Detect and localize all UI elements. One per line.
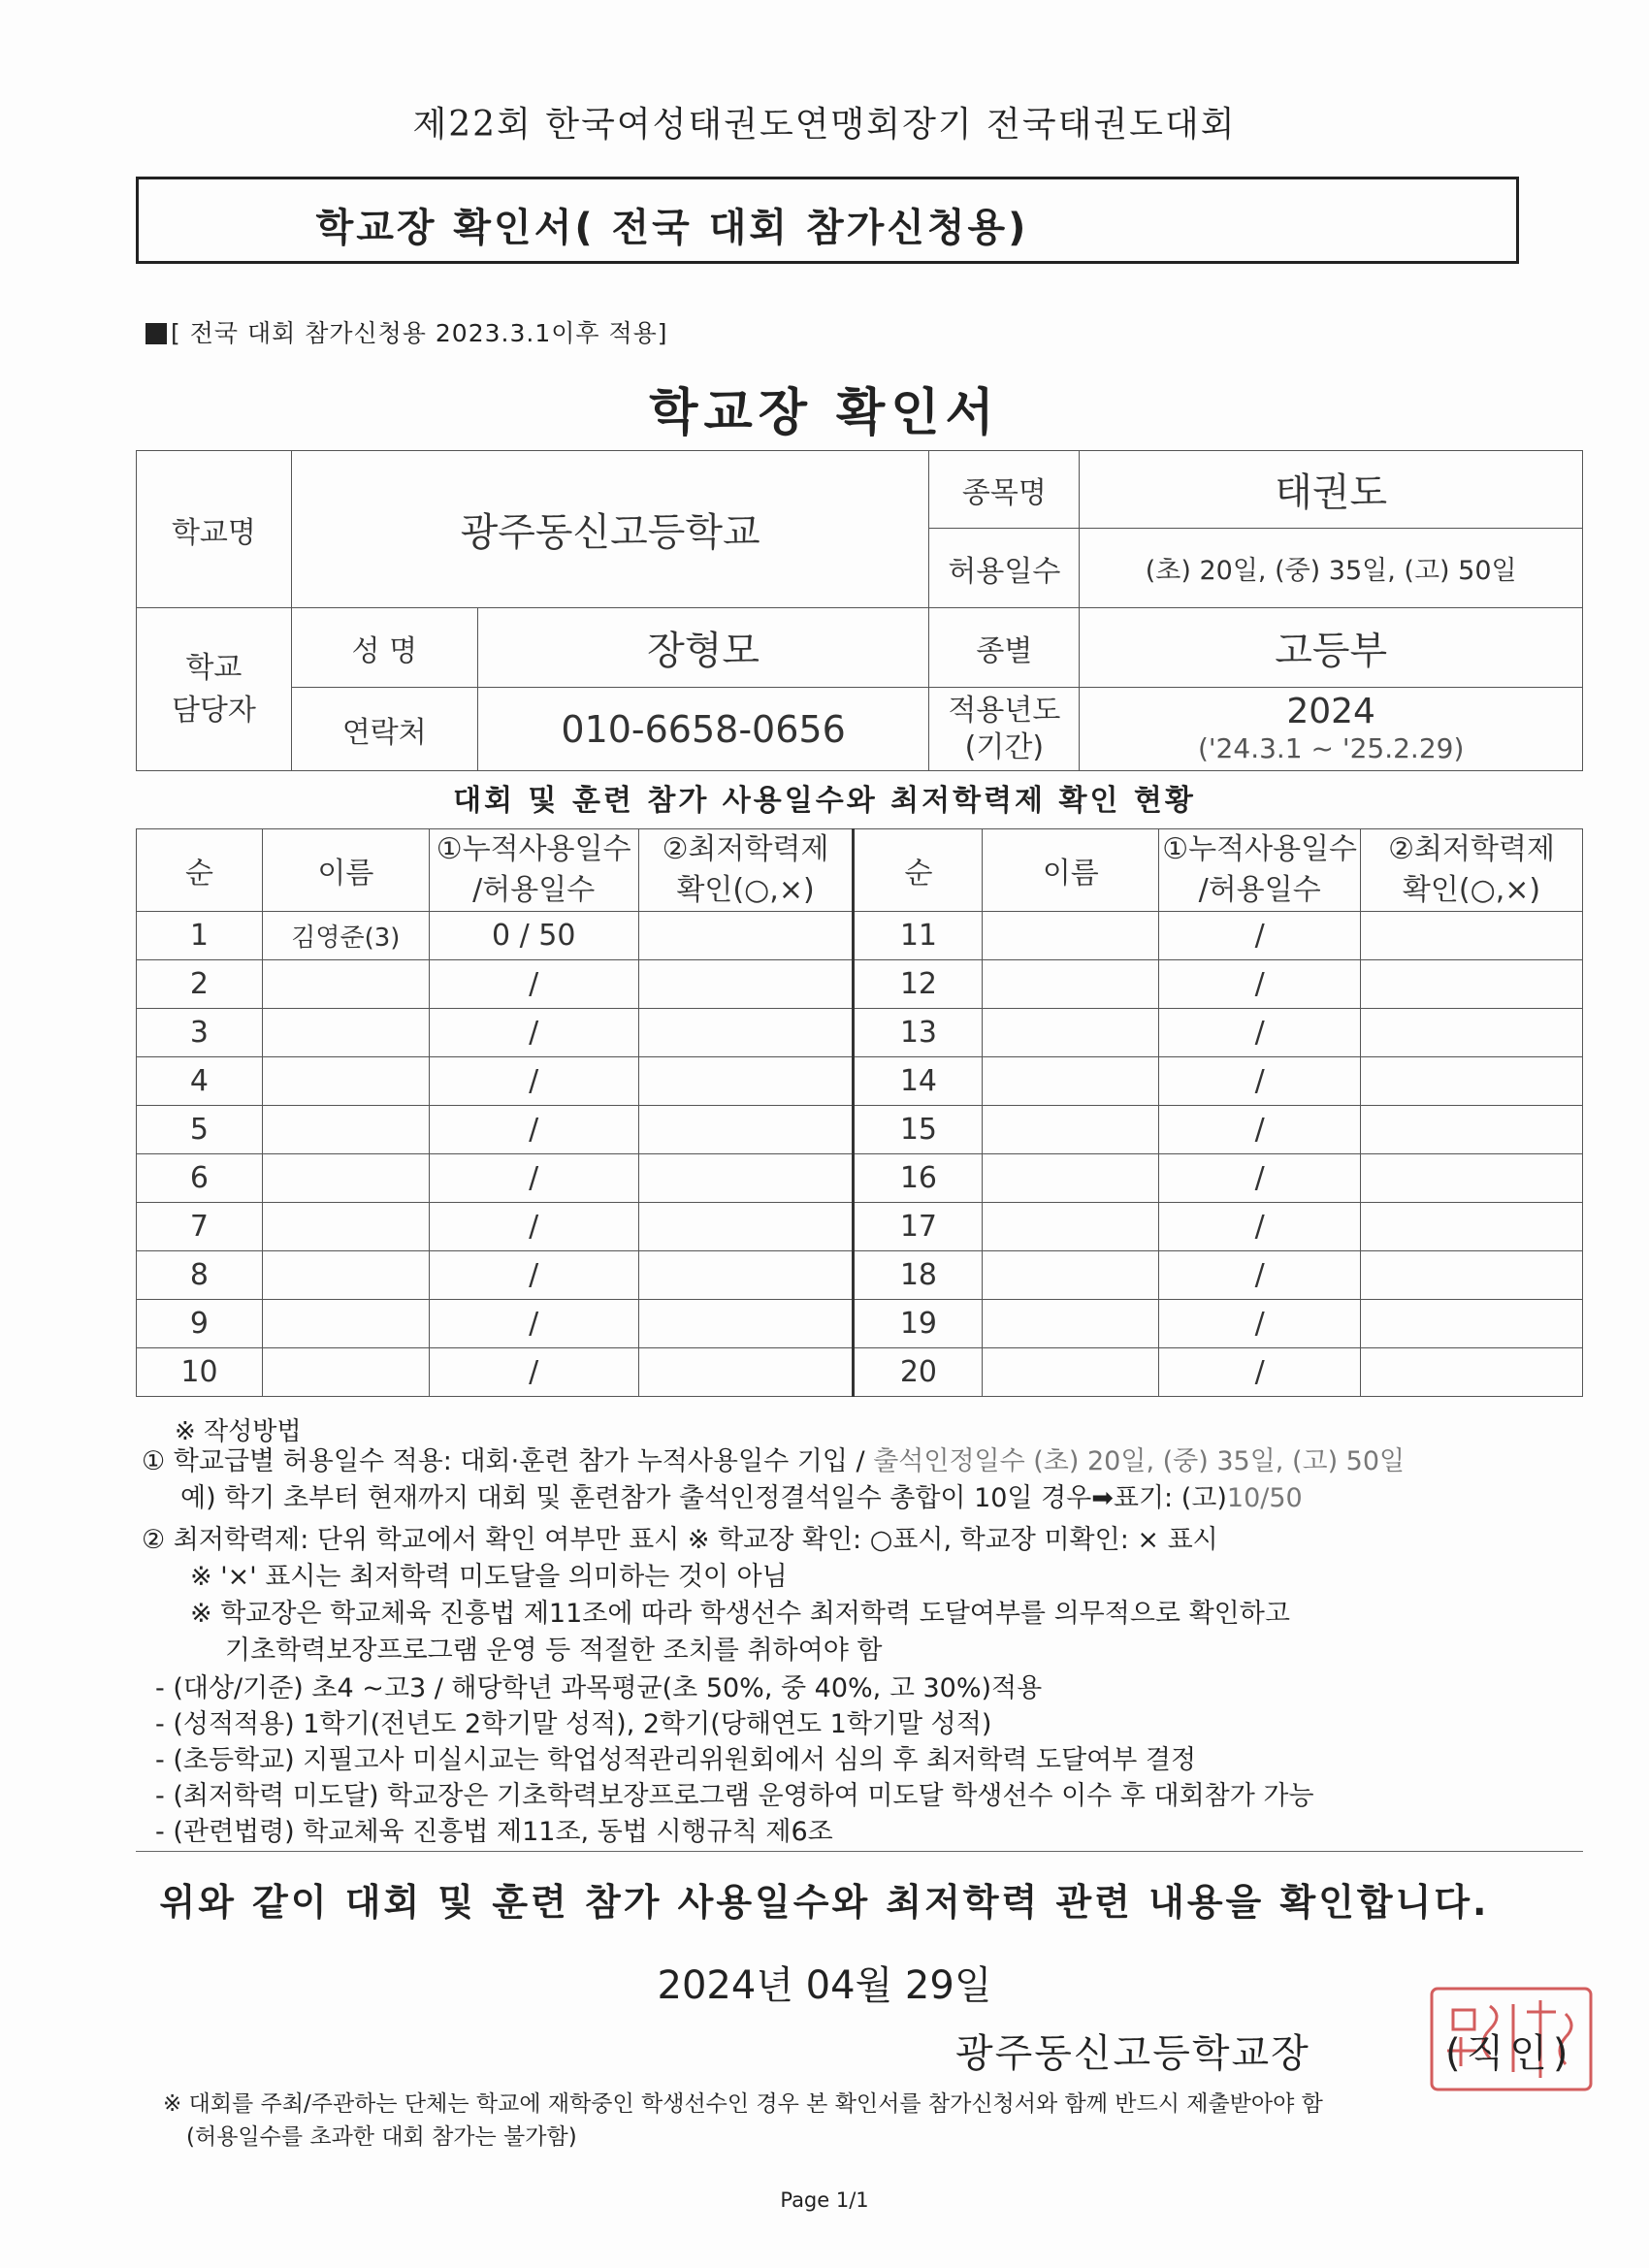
cell-days: / (429, 1154, 638, 1203)
method-line-2-label: 표기: (고) (1113, 1483, 1227, 1513)
cell-academic (1361, 1251, 1583, 1300)
notice-text: [ 전국 대회 참가신청용 2023.3.1이후 적용] (171, 319, 668, 347)
header-academic: ②최저학력제 확인(○,×) (638, 829, 854, 912)
arrow-right-icon: ➡ (1091, 1483, 1114, 1513)
cell-academic (638, 1300, 854, 1348)
method-line-11: - (관련법령) 학교체육 진흥법 제11조, 동법 시행규칙 제6조 (155, 1817, 833, 1847)
event-title: 제22회 한국여성태권도연맹회장기 전국태권도대회 (412, 105, 1237, 145)
cell-days: / (1159, 1009, 1361, 1057)
cell-academic (1361, 1300, 1583, 1348)
cell-academic (1361, 912, 1583, 960)
cell-days: 0 / 50 (429, 912, 638, 960)
sport-label: 종목명 (929, 451, 1080, 529)
cell-name (983, 1009, 1159, 1057)
header-no: 순 (137, 829, 263, 912)
cell-days: / (1159, 1300, 1361, 1348)
cell-name (983, 1106, 1159, 1154)
period-value: ('24.3.1 ~ '25.2.29) (1197, 731, 1465, 764)
cell-academic (638, 1251, 854, 1300)
cell-name (983, 1203, 1159, 1251)
allowed-days-value: (초) 20일, (중) 35일, (고) 50일 (1080, 529, 1583, 608)
cell-no: 17 (854, 1203, 983, 1251)
cell-no: 8 (137, 1251, 263, 1300)
table-row (137, 1203, 1583, 1251)
cell-no: 9 (137, 1300, 263, 1348)
cell-days: / (429, 1348, 638, 1397)
header-name: 이름 (983, 829, 1159, 912)
cell-days: / (1159, 1106, 1361, 1154)
footer-note: ※ 대회를 주최/주관하는 단체는 학교에 재학중인 학생선수인 경우 본 확인서를 참가신청서와 함께 반드시 제출받아야 함 (163, 2091, 1323, 2117)
table-row (137, 1251, 1583, 1300)
cell-academic (1361, 960, 1583, 1009)
divider (136, 1851, 1583, 1852)
principal-name: 광주동신고등학교장 (955, 2031, 1310, 2076)
page-number: Page 1/1 (780, 2188, 869, 2212)
square-bullet-icon (146, 323, 167, 344)
contact-value: 010-6658-0656 (477, 688, 929, 771)
method-line-10: - (최저학력 미도달) 학교장은 기초학력보장프로그램 운영하여 미도달 학생선수 이수 후 대회참가 가능 (155, 1781, 1314, 1811)
method-title: ※ 작성방법 (175, 1417, 302, 1446)
cell-name (262, 1251, 429, 1300)
table-row (137, 912, 1583, 960)
title-box (136, 177, 1519, 264)
method-line-1-text: ① 학교급별 허용일수 적용: 대회·훈련 참가 누적사용일수 기입 / (142, 1446, 874, 1476)
method-line-7: - (대상/기준) 초4 ~고3 / 해당학년 과목평균(초 50%, 중 40%, 고 30%)적용 (155, 1673, 1043, 1703)
header-days: ①누적사용일수 /허용일수 (429, 829, 638, 912)
cell-days: / (1159, 1203, 1361, 1251)
cell-days: / (429, 1057, 638, 1106)
cell-no: 3 (137, 1009, 263, 1057)
cell-name (262, 1057, 429, 1106)
cell-academic (1361, 1106, 1583, 1154)
method-line-2 (180, 1480, 1303, 1516)
cell-no: 1 (137, 912, 263, 960)
cell-name (262, 1203, 429, 1251)
cell-days: / (1159, 1057, 1361, 1106)
cell-no: 16 (854, 1154, 983, 1203)
cell-days: / (429, 1300, 638, 1348)
cell-days: / (429, 1251, 638, 1300)
cell-no: 4 (137, 1057, 263, 1106)
year-label: 적용년도 (기간) (929, 688, 1080, 771)
cell-days: / (429, 1203, 638, 1251)
method-line-1-highlight: 출석인정일수 (초) 20일, (중) 35일, (고) 50일 (873, 1446, 1406, 1476)
year-value: 2024 (1286, 691, 1375, 731)
cell-academic (1361, 1203, 1583, 1251)
seal-label: (직인) (1445, 2031, 1574, 2076)
cell-academic (1361, 1057, 1583, 1106)
method-line-6: 기초학력보장프로그램 운영 등 적절한 조치를 취하여야 함 (225, 1636, 883, 1666)
cell-name (262, 1009, 429, 1057)
cell-days: / (429, 960, 638, 1009)
cell-no: 15 (854, 1106, 983, 1154)
header-no: 순 (854, 829, 983, 912)
cell-days: / (1159, 912, 1361, 960)
cell-no: 13 (854, 1009, 983, 1057)
table-row (137, 1009, 1583, 1057)
cell-no: 5 (137, 1106, 263, 1154)
cell-name (262, 960, 429, 1009)
method-line-3: ② 최저학력제: 단위 학교에서 확인 여부만 표시 ※ 학교장 확인: ○표시, 학교장 미확인: × 표시 (142, 1525, 1218, 1555)
allowed-days-label: 허용일수 (929, 529, 1080, 608)
cell-no: 6 (137, 1154, 263, 1203)
cell-academic (638, 1154, 854, 1203)
cell-name: 김영준(3) (262, 912, 429, 960)
category-label: 종별 (929, 608, 1080, 688)
school-label: 학교명 (137, 451, 292, 608)
cell-academic (1361, 1348, 1583, 1397)
cell-academic (638, 1106, 854, 1154)
cell-academic (638, 960, 854, 1009)
page-title: 학교장 확인서 (649, 384, 1000, 442)
name-value: 장형모 (477, 608, 929, 688)
table-row (137, 1154, 1583, 1203)
table-row (137, 1348, 1583, 1397)
method-line-4: ※ '×' 표시는 최저학력 미도달을 의미하는 것이 아님 (190, 1562, 788, 1592)
cell-no: 11 (854, 912, 983, 960)
cell-days: / (1159, 1348, 1361, 1397)
school-name: 광주동신고등학교 (291, 451, 929, 608)
cell-name (983, 1251, 1159, 1300)
table-row (137, 1057, 1583, 1106)
cell-academic (638, 1009, 854, 1057)
cell-no: 12 (854, 960, 983, 1009)
cell-name (983, 960, 1159, 1009)
header-academic: ②최저학력제 확인(○,×) (1361, 829, 1583, 912)
header-days: ①누적사용일수 /허용일수 (1159, 829, 1361, 912)
status-table (136, 828, 1583, 1397)
cell-academic (1361, 1154, 1583, 1203)
status-title: 대회 및 훈련 참가 사용일수와 최저학력제 확인 현황 (453, 784, 1196, 818)
cell-name (262, 1300, 429, 1348)
table-row (137, 960, 1583, 1009)
box-title: 학교장 확인서( 전국 대회 참가신청용) (315, 206, 1029, 250)
cell-no: 14 (854, 1057, 983, 1106)
manager-label: 학교 담당자 (137, 608, 292, 771)
method-line-5: ※ 학교장은 학교체육 진흥법 제11조에 따라 학생선수 최저학력 도달여부를 의무적으로 확인하고 (190, 1599, 1290, 1629)
method-line-9: - (초등학교) 지필고사 미실시교는 학업성적관리위원회에서 심의 후 최저학력 도달여부 결정 (155, 1745, 1197, 1775)
year-cell (1080, 688, 1583, 771)
name-label: 성 명 (291, 608, 477, 688)
notice-line (146, 314, 668, 349)
cell-days: / (1159, 1251, 1361, 1300)
cell-academic (638, 1057, 854, 1106)
method-line-1 (142, 1443, 1405, 1479)
category-value: 고등부 (1080, 608, 1583, 688)
cell-no: 2 (137, 960, 263, 1009)
method-line-8: - (성적적용) 1학기(전년도 2학기말 성적), 2학기(당해연도 1학기말 성적) (155, 1709, 992, 1739)
footer-note-sub: (허용일수를 초과한 대회 참가는 불가함) (186, 2124, 577, 2150)
cell-no: 18 (854, 1251, 983, 1300)
method-line-2-example: 10/50 (1226, 1483, 1303, 1513)
cell-days: / (429, 1009, 638, 1057)
cell-name (983, 1057, 1159, 1106)
info-table (136, 450, 1583, 771)
contact-label: 연락처 (291, 688, 477, 771)
cell-name (983, 912, 1159, 960)
confirm-statement: 위와 같이 대회 및 훈련 참가 사용일수와 최저학력 관련 내용을 확인합니다. (159, 1881, 1490, 1924)
sport-value: 태권도 (1080, 451, 1583, 529)
cell-no: 20 (854, 1348, 983, 1397)
cell-academic (638, 1203, 854, 1251)
table-row (137, 1106, 1583, 1154)
cell-days: / (429, 1106, 638, 1154)
header-name: 이름 (262, 829, 429, 912)
cell-name (262, 1154, 429, 1203)
cell-name (983, 1300, 1159, 1348)
cell-name (262, 1348, 429, 1397)
method-line-2-text: 예) 학기 초부터 현재까지 대회 및 훈련참가 출석인정결석일수 총합이 10일 경우 (180, 1483, 1092, 1513)
cell-days: / (1159, 1154, 1361, 1203)
cell-name (983, 1348, 1159, 1397)
cell-academic (638, 912, 854, 960)
cell-academic (638, 1348, 854, 1397)
cell-academic (1361, 1009, 1583, 1057)
cell-name (983, 1154, 1159, 1203)
cell-days: / (1159, 960, 1361, 1009)
issue-date: 2024년 04월 29일 (657, 1963, 992, 2008)
table-row (137, 1300, 1583, 1348)
cell-no: 7 (137, 1203, 263, 1251)
status-body (137, 912, 1583, 1397)
cell-name (262, 1106, 429, 1154)
cell-no: 19 (854, 1300, 983, 1348)
cell-no: 10 (137, 1348, 263, 1397)
